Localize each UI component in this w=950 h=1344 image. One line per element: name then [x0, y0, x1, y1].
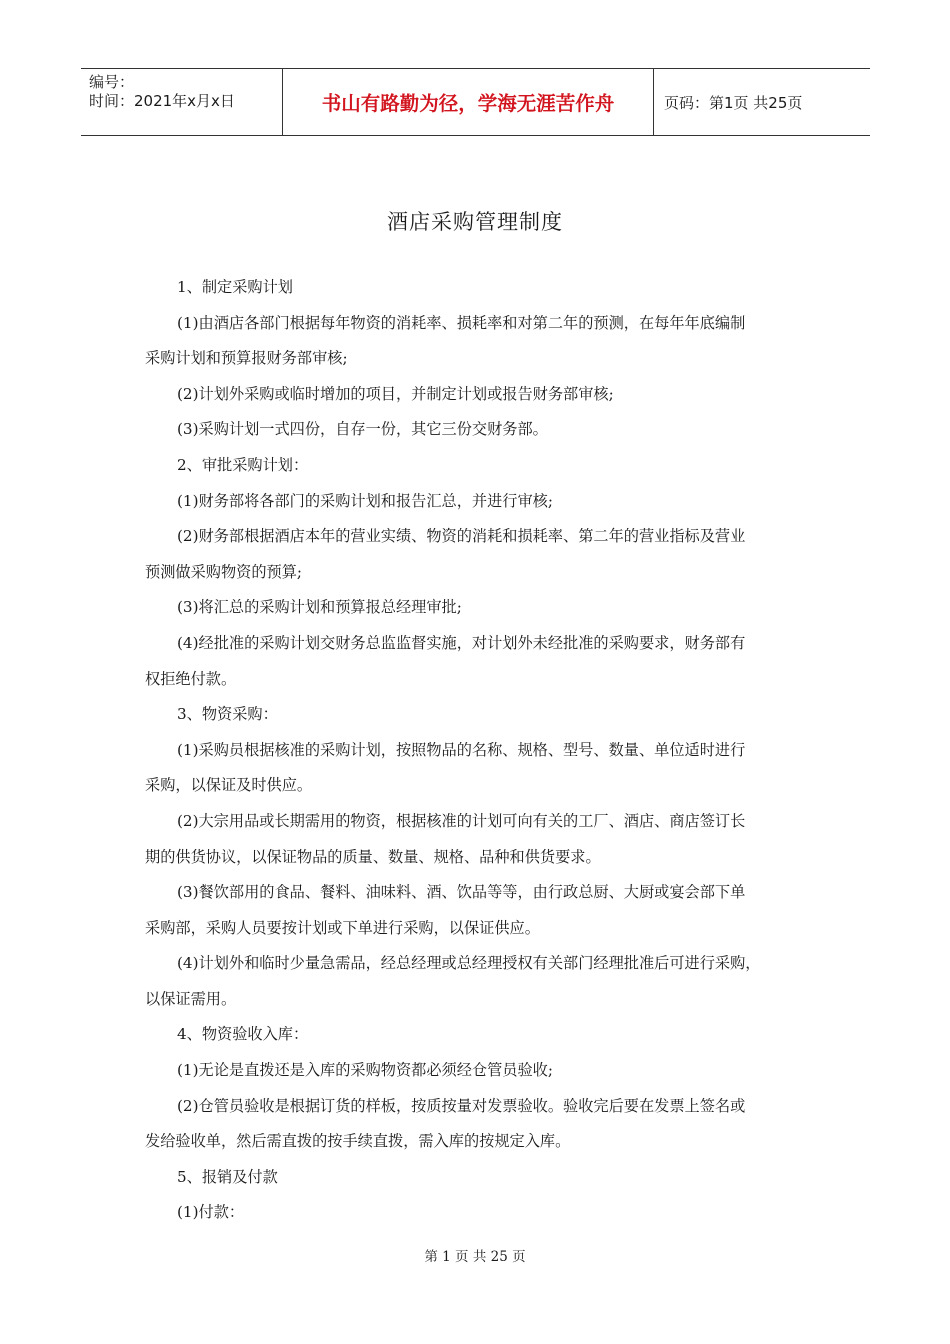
page-header [81, 68, 870, 136]
header-motto: 书山有路勤为径，学海无涯苦作舟 [282, 69, 654, 135]
body-line: (3)将汇总的采购计划和预算报总经理审批; [177, 598, 462, 617]
body-line: (3)采购计划一式四份，自存一份，其它三份交财务部。 [177, 420, 548, 439]
body-line: 5、报销及付款 [177, 1167, 278, 1186]
body-line: (3)餐饮部用的食品、餐料、油味料、酒、饮品等等，由行政总厨、大厨或宴会部下单 [177, 883, 746, 902]
body-line: (2)大宗用品或长期需用的物资，根据核准的计划可向有关的工厂、酒店、商店签订长 [177, 811, 746, 830]
body-line: 2、审批采购计划： [177, 455, 309, 474]
body-line: 期的供货协议，以保证物品的质量、数量、规格、品种和供货要求。 [145, 847, 601, 866]
document-body [145, 270, 817, 1231]
body-line: (2)计划外采购或临时增加的项目，并制定计划或报告财务部审核; [177, 384, 614, 403]
body-line: (1)付款： [177, 1203, 245, 1222]
body-line: (1)由酒店各部门根据每年物资的消耗率、损耗率和对第二年的预测，在每年年底编制 [177, 313, 746, 332]
body-line: 发给验收单，然后需直拨的按手续直拨，需入库的按规定入库。 [145, 1132, 571, 1151]
body-line: 预测做采购物资的预算; [145, 562, 302, 581]
body-line: 采购计划和预算报财务部审核; [145, 349, 348, 368]
body-line: (1)无论是直拨还是入库的采购物资都必须经仓管员验收; [177, 1061, 553, 1080]
body-line: (4)经批准的采购计划交财务总监监督实施，对计划外未经批准的采购要求，财务部有 [177, 633, 746, 652]
body-line: 权拒绝付款。 [145, 669, 237, 688]
body-line: (2)财务部根据酒店本年的营业实绩、物资的消耗和损耗率、第二年的营业指标及营业 [177, 527, 746, 546]
body-line: (1)采购员根据核准的采购计划，按照物品的名称、规格、型号、数量、单位适时进行 [177, 740, 746, 759]
body-line: 采购，以保证及时供应。 [145, 776, 313, 795]
body-line: 采购部，采购人员要按计划或下单进行采购，以保证供应。 [145, 918, 540, 937]
header-meta [81, 69, 282, 135]
body-line: (2)仓管员验收是根据订货的样板，按质按量对发票验收。验收完后要在发票上签名或 [177, 1096, 746, 1115]
body-line: (1)财务部将各部门的采购计划和报告汇总，并进行审核; [177, 491, 553, 510]
body-line: 4、物资验收入库： [177, 1025, 309, 1044]
page-footer: 第 1 页 共 25 页 [424, 1249, 526, 1265]
header-page-info: 页码：第1页 共25页 [664, 93, 803, 112]
body-line: 3、物资采购： [177, 705, 278, 724]
time-label: 时间：2021年x月x日 [89, 92, 235, 110]
number-label: 编号： [89, 73, 135, 91]
body-line: (4)计划外和临时少量急需品，经总经理或总经理授权有关部门经理批准后可进行采购， [177, 954, 761, 973]
document-title: 酒店采购管理制度 [387, 210, 563, 234]
body-line: 1、制定采购计划 [177, 278, 293, 296]
body-line: 以保证需用。 [145, 989, 237, 1008]
